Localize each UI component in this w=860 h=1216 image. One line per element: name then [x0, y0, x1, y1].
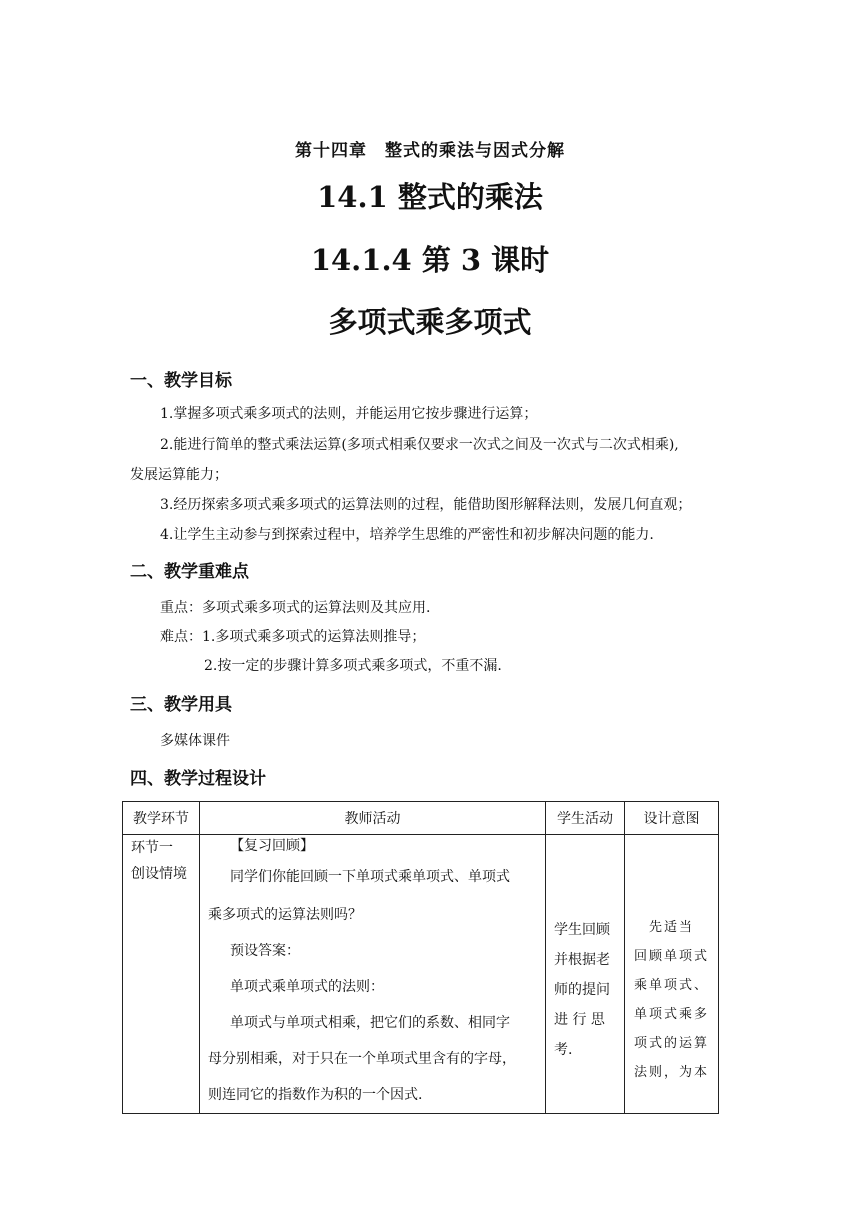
intent-line: 回顾单项式	[633, 949, 709, 964]
column-header: 学生活动	[546, 802, 625, 835]
student-line: 并根据老	[554, 952, 610, 968]
topic-title: 多项式乘多项式	[328, 305, 532, 339]
intent-line: 法则，为本	[633, 1065, 709, 1080]
difficulty-point: 难点：1.多项式乘多项式的运算法则推导；	[160, 629, 426, 645]
student-activity-cell	[546, 835, 625, 1114]
tools-content: 多媒体课件	[160, 733, 230, 749]
stage-line: 创设情境	[131, 866, 187, 882]
teacher-line: 则连同它的指数作为积的一个因式.	[208, 1087, 423, 1103]
student-line: 考.	[554, 1042, 573, 1058]
student-line: 师的提问	[554, 982, 610, 998]
teacher-line: 同学们你能回顾一下单项式乘单项式、单项式	[230, 869, 510, 885]
objective-item: 3.经历探索多项式乘多项式的运算法则的过程，能借助图形解释法则，发展几何直观；	[160, 497, 692, 513]
teacher-activity-cell	[200, 835, 546, 1114]
student-line: 学生回顾	[554, 922, 610, 938]
objective-item: 1.掌握多项式乘多项式的法则，并能运用它按步骤进行运算；	[160, 406, 538, 422]
difficulty-point: 2.按一定的步骤计算多项式乘多项式，不重不漏.	[204, 658, 502, 674]
column-header: 教师活动	[200, 802, 546, 835]
process-table	[122, 801, 719, 1114]
column-header: 教学环节	[123, 802, 200, 835]
process-heading: 四、教学过程设计	[130, 769, 266, 789]
objective-item: 发展运算能力；	[130, 467, 228, 483]
lesson-title: 14.1.4 第 3 课时	[310, 243, 550, 277]
objective-item: 2.能进行简单的整式乘法运算(多项式相乘仅要求一次式之间及一次式与二次式相乘),	[160, 437, 679, 453]
teacher-line: 预设答案：	[230, 943, 300, 959]
chapter-title: 第十四章 整式的乘法与因式分解	[295, 141, 565, 161]
stage-line: 环节一	[131, 840, 173, 856]
teacher-line: 单项式与单项式相乘，把它们的系数、相同字	[230, 1015, 510, 1031]
design-intent-cell	[625, 835, 719, 1114]
intent-line: 单项式乘多	[633, 1007, 709, 1022]
teacher-line: 母分别相乘，对于只在一个单项式里含有的字母，	[208, 1051, 516, 1067]
key-point: 重点：多项式乘多项式的运算法则及其应用.	[160, 600, 431, 616]
objectives-heading: 一、教学目标	[130, 371, 232, 391]
tools-heading: 三、教学用具	[130, 695, 232, 715]
keypoints-heading: 二、教学重难点	[130, 562, 249, 582]
teacher-line: 单项式乘单项式的法则：	[230, 979, 384, 995]
intent-line: 乘单项式、	[633, 978, 709, 993]
objective-item: 4.让学生主动参与到探索过程中，培养学生思维的严密性和初步解决问题的能力.	[160, 527, 654, 543]
table-row	[123, 835, 719, 1114]
intent-line: 项式的运算	[633, 1036, 709, 1051]
teacher-line: 乘多项式的运算法则吗？	[208, 907, 362, 923]
column-header: 设计意图	[625, 802, 719, 835]
table-header-row	[123, 802, 719, 835]
section-title: 14.1 整式的乘法	[317, 180, 543, 214]
stage-cell	[123, 835, 200, 1114]
intent-line: 先适当	[648, 920, 694, 935]
teacher-line: 【复习回顾】	[230, 838, 314, 854]
student-line: 进 行 思	[554, 1012, 605, 1028]
